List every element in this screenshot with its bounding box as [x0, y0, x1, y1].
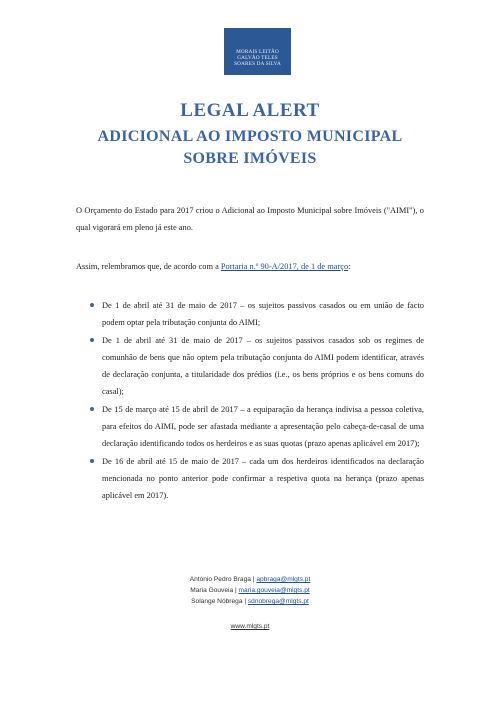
list-item-text: De 16 de abril até 15 de maio de 2017 – cada um dos herdeiros identificados na declaração mencionada no ponto anterior pode confirmar a respetiva quota na herança (prazo apenas aplicável em 2017). [102, 457, 424, 500]
list-item [76, 453, 424, 504]
list-item-text: De 15 de março até 15 de abril de 2017 – a equiparação da herança indivisa a pessoa coletiva, para efeitos do AIMI, pode ser afastada mediante a apresentação pelo cabeça-de-casal de uma declaração identificando todos os herdeiros e as suas quotas (prazo apenas aplicável em 2017); [102, 405, 424, 448]
contacts-block [0, 574, 500, 607]
portaria-link[interactable]: Portaria n.º 90-A/2017, de 1 de março [220, 262, 349, 271]
list-item [76, 401, 424, 452]
firm-logo [224, 28, 291, 75]
list-item [76, 297, 424, 331]
contact-name: António Pedro Braga [189, 576, 251, 583]
page-subtitle [0, 126, 500, 170]
reminder-prefix: Assim, relembramos que, de acordo com a [76, 262, 221, 271]
contact-separator: | [233, 587, 239, 594]
contact-row [0, 574, 500, 585]
title-block [0, 100, 500, 170]
contact-email-link[interactable]: maria.gouveia@mlgts.pt [238, 587, 310, 594]
list-item [76, 332, 424, 400]
bullet-icon [90, 338, 94, 342]
contact-separator: | [250, 576, 257, 583]
contact-row [0, 596, 500, 607]
intro-paragraph: O Orçamento do Estado para 2017 criou o Adicional ao Imposto Municipal sobre Imóveis ("AIMI"), o qual vigorará em pleno já este ano. [76, 206, 424, 232]
logo-line-2: GALVÃO TELES [237, 55, 278, 61]
logo-line-3: SOARES DA SILVA [234, 61, 281, 67]
logo-line-1: MORAIS LEITÃO [236, 49, 279, 55]
deadline-list [76, 297, 424, 505]
subtitle-line-2: SOBRE IMÓVEIS [183, 150, 317, 167]
bullet-icon [90, 303, 94, 307]
website-link[interactable]: www.mlgts.pt [230, 623, 270, 630]
list-item-text: De 1 de abril até 31 de maio de 2017 – os sujeitos passivos casados sob os regimes de comunhão de bens que não optem pela tributação conjunta do AIMI podem identificar, através de declaração conjunta, a titularidade dos prédios (i.e., os bens próprios e os bens comuns do casal); [102, 336, 424, 396]
contact-name: Solange Nóbrega [191, 598, 243, 605]
bullet-icon [90, 407, 94, 411]
reminder-paragraph [76, 258, 424, 275]
bullet-icon [90, 459, 94, 463]
contact-separator: | [242, 598, 248, 605]
subtitle-line-1: ADICIONAL AO IMPOSTO MUNICIPAL [97, 128, 403, 145]
list-item-text: De 1 de abril até 31 de maio de 2017 – os sujeitos passivos casados ou em união de facto podem optar pela tributação conjunta do AIMI; [102, 301, 424, 327]
reminder-suffix: : [348, 262, 351, 271]
page-title: LEGAL ALERT [180, 100, 320, 121]
contact-row [0, 585, 500, 596]
contact-email-link[interactable]: sdnobrega@mlgts.pt [247, 598, 309, 605]
contact-name: Maria Gouveia [190, 587, 234, 594]
contact-email-link[interactable]: apbraga@mlgts.pt [256, 576, 311, 583]
